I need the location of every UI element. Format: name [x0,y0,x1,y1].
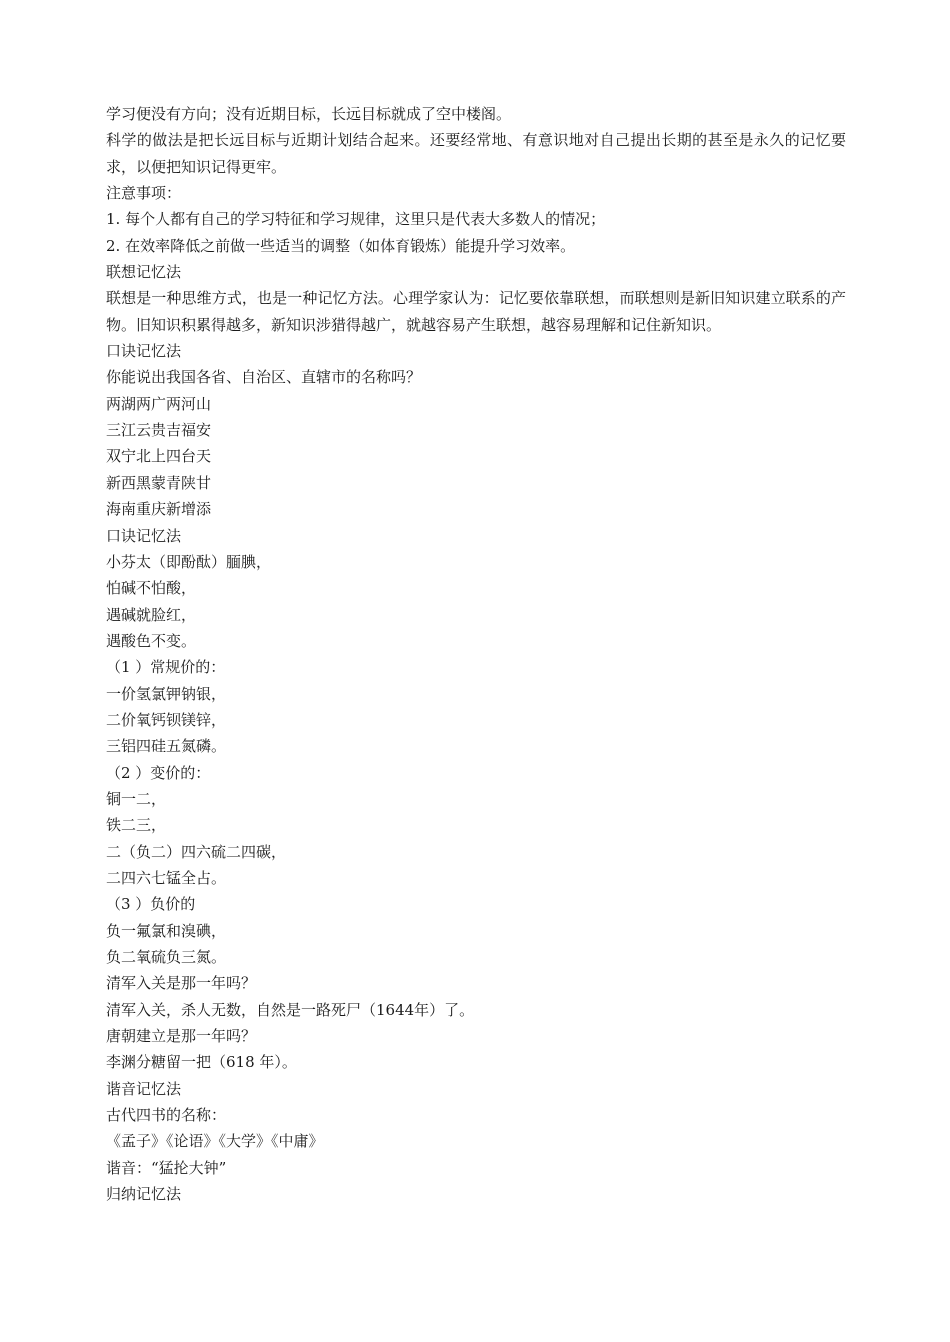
paragraph: 清军入关，杀人无数，自然是一路死尸（1644年）了。 [106,1000,475,1019]
verse-line: 负一氟氯和溴碘， [106,921,227,940]
list-item: （2 ）变价的： [106,763,211,782]
verse-line: 怕碱不怕酸， [106,579,197,598]
document-page [106,101,846,1207]
verse-line: 新西黑蒙青陕甘 [106,473,212,492]
verse-line: 二价氧钙钡镁锌， [106,710,227,729]
paragraph: 谐音：“猛抡大钟” [106,1158,227,1177]
list-item: 1. 每个人都有自己的学习特征和学习规律，这里只是代表大多数人的情况； [106,210,606,229]
verse-line: 三铝四硅五氮磷。 [106,737,227,756]
list-item: （3 ）负价的 [106,895,196,914]
verse-line: 双宁北上四台天 [106,447,212,466]
verse-line: 海南重庆新增添 [106,500,212,519]
section-heading: 口诀记忆法 [106,342,182,361]
list-item: （1 ）常规价的： [106,658,226,677]
paragraph: 《孟子》《论语》《大学》《中庸》 [106,1132,324,1151]
paragraph: 联想是一种思维方式，也是一种记忆方法。心理学家认为：记忆要依靠联想，而联想则是新旧知识建立联系的产物。旧知识积累得越多，新知识涉猎得越广，就越容易产生联想，越容易理解和记住新知识。 [106,289,846,334]
verse-line: 三江云贵吉福安 [106,421,212,440]
paragraph: 科学的做法是把长远目标与近期计划结合起来。还要经常地、有意识地对自己提出长期的甚至是永久的记忆要求，以便把知识记得更牢。 [106,131,846,176]
paragraph: 清军入关是那一年吗？ [106,974,257,993]
verse-line: 一价氢氯钾钠银， [106,684,227,703]
paragraph: 古代四书的名称： [106,1106,227,1125]
paragraph: 你能说出我国各省、自治区、直辖市的名称吗？ [106,368,422,387]
paragraph: 李渊分糖留一把（618 年）。 [106,1053,297,1072]
verse-line: 铜一二， [106,789,167,808]
verse-line: 遇碱就脸红， [106,605,197,624]
section-heading: 联想记忆法 [106,263,182,282]
verse-line: 遇酸色不变。 [106,631,197,650]
verse-line: 铁二三， [106,816,167,835]
verse-line: 负二氧硫负三氮。 [106,948,227,966]
paragraph: 学习便没有方向；没有近期目标，长远目标就成了空中楼阁。 [106,105,512,123]
paragraph: 唐朝建立是那一年吗？ [106,1027,257,1046]
verse-line: 两湖两广两河山 [106,394,212,413]
section-label: 注意事项： [106,184,182,203]
verse-line: 二四六七锰全占。 [106,868,227,887]
list-item: 2. 在效率降低之前做一些适当的调整（如体育锻炼）能提升学习效率。 [106,236,576,255]
verse-line: 小芬太（即酚酞）腼腆， [106,552,272,571]
section-heading: 归纳记忆法 [106,1185,182,1204]
verse-line: 二（负二）四六硫二四碳， [106,842,287,861]
section-heading: 口诀记忆法 [106,526,182,545]
section-heading: 谐音记忆法 [106,1079,182,1098]
